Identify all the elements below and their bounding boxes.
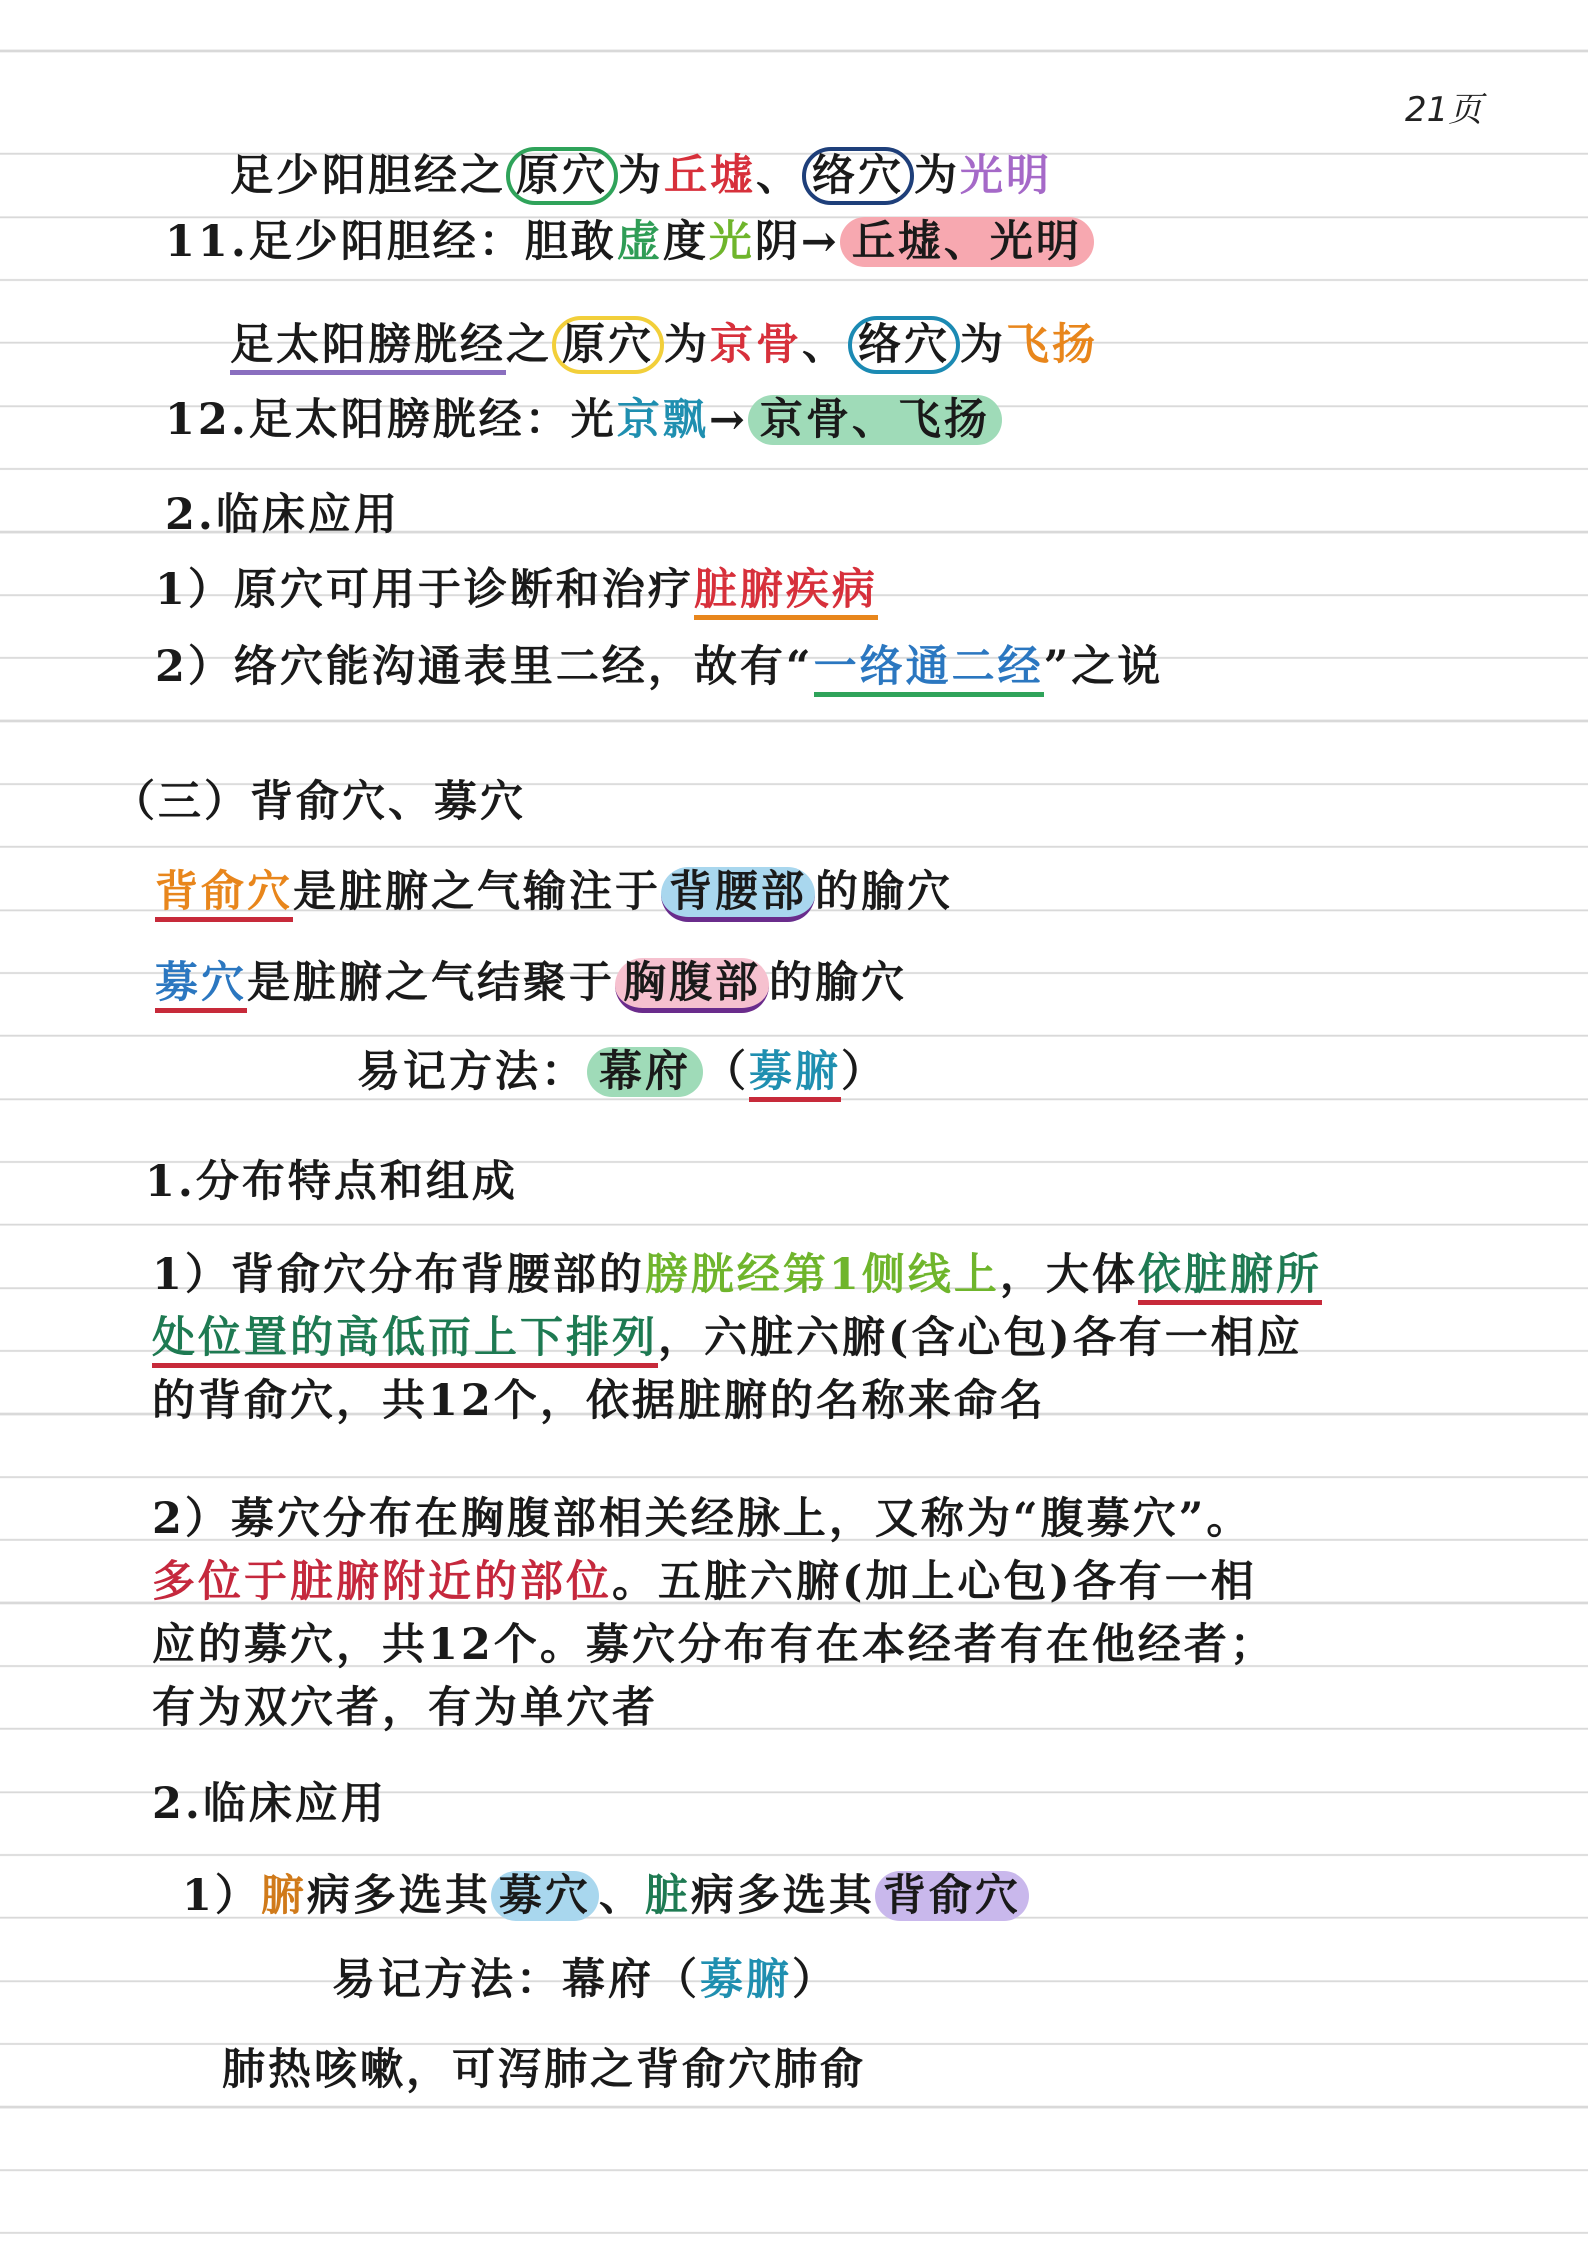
mnemonic-char: 光 [708, 217, 755, 267]
mu-location: 胸腹部 [615, 958, 769, 1013]
zang-char: 脏 [644, 1871, 691, 1921]
clinical-item-text: 2）络穴能沟通表里二经，故有“ [155, 642, 814, 692]
separator: 、 [756, 151, 802, 201]
wei-text: 为 [914, 151, 960, 201]
mnemonic-char: 虚 [616, 217, 663, 267]
item-text: 病多选其 [690, 1871, 875, 1921]
wei-text: 为 [664, 320, 710, 370]
mu-key: 募穴 [155, 958, 247, 1013]
paren: ） [792, 1955, 838, 2005]
arrow: → [708, 395, 748, 445]
clinical-2-item [182, 1866, 1029, 1926]
section-3-heading: （三）背俞穴、募穴 [112, 777, 526, 827]
mu-highlight: 募穴 [491, 1871, 599, 1921]
paren: （ [703, 1047, 749, 1097]
gb-mnemonic-label: 11.足少阳胆经：胆敢 [165, 217, 617, 267]
gb-yuan-luo-line [230, 146, 1052, 206]
gb-mnemonic-line [165, 212, 1094, 272]
wei-text: 为 [618, 151, 664, 201]
separator: 、 [598, 1871, 645, 1921]
bl-intro-suffix: 之 [506, 320, 552, 370]
mnemonic-key: 幕府 [587, 1047, 703, 1097]
highlight-text: 膀胱经第1侧线上 [644, 1250, 1000, 1300]
beishu-location: 背腰部 [661, 867, 815, 922]
mnemonic-line [357, 1042, 887, 1102]
luo-point-circled: 络穴 [802, 147, 914, 205]
highlight-text: 多位于脏腑附近的部位 [152, 1557, 612, 1607]
page-number: 21页 [1405, 90, 1483, 130]
gb-intro: 足少阳胆经之 [230, 151, 506, 201]
distribution-p1-line3: 的背俞穴，共12个，依据脏腑的名称来命名 [152, 1376, 1046, 1426]
highlight-text: 依脏腑所 [1138, 1250, 1322, 1305]
clinical-heading-2: 2.临床应用 [152, 1779, 387, 1829]
separator: 、 [802, 320, 848, 370]
feiyang-point: 飞扬 [1006, 320, 1098, 370]
paragraph-text: 。五脏六腑(加上心包)各有一相 [612, 1557, 1257, 1607]
clinical-2-mnemonic [332, 1950, 838, 2010]
mnemonic-label: 易记方法： [357, 1047, 587, 1097]
distribution-p1-line2 [152, 1308, 1303, 1368]
bl-intro-underlined: 足太阳膀胱经 [230, 320, 506, 375]
mu-definition [155, 953, 907, 1013]
clinical-item-key: 脏腑疾病 [694, 565, 878, 620]
distribution-heading: 1.分布特点和组成 [145, 1157, 518, 1207]
beishu-key: 背俞穴 [155, 867, 293, 922]
yuan-point-circled: 原穴 [506, 147, 618, 205]
item-text: 病多选其 [306, 1871, 491, 1921]
definition-text: 的腧穴 [769, 958, 907, 1008]
paragraph-text: ，六脏六腑(含心包)各有一相应 [658, 1313, 1303, 1363]
distribution-p2-line1: 2）募穴分布在胸腹部相关经脉上，又称为“腹募穴”。 [152, 1494, 1253, 1544]
clinical-item-1 [155, 560, 878, 620]
clinical-item-key: 一络通二经 [814, 642, 1044, 697]
item-prefix: 1） [182, 1871, 261, 1921]
mnemonic-char: 度 [662, 217, 709, 267]
mnemonic-paren-key: 募腑 [749, 1047, 841, 1102]
definition-text: 的腧穴 [815, 867, 953, 917]
gb-mnemonic-result: 丘墟、光明 [840, 217, 1094, 267]
qiuxu-point: 丘墟 [664, 151, 756, 201]
clinical-2-example: 肺热咳嗽，可泻肺之背俞穴肺俞 [222, 2045, 866, 2095]
clinical-heading-1: 2.临床应用 [165, 490, 400, 540]
clinical-item-2 [155, 637, 1163, 697]
paren: ） [841, 1047, 887, 1097]
distribution-p2-line4: 有为双穴者，有为单穴者 [152, 1683, 658, 1733]
beishu-highlight: 背俞穴 [875, 1871, 1029, 1921]
guangming-point: 光明 [960, 151, 1052, 201]
jinggu-point: 京骨 [710, 320, 802, 370]
mnemonic-key: 募腑 [700, 1955, 792, 2005]
definition-text: 是脏腑之气输注于 [293, 867, 661, 917]
definition-text: 是脏腑之气结聚于 [247, 958, 615, 1008]
distribution-p2-line2 [152, 1552, 1257, 1612]
bl-mnemonic-result: 京骨、飞扬 [748, 395, 1002, 445]
bl-mnemonic-label: 12.足太阳膀胱经：光 [165, 395, 617, 445]
yuan-point-circled: 原穴 [552, 316, 664, 374]
bl-mnemonic-key: 京飘 [616, 395, 709, 445]
luo-point-circled: 络穴 [848, 316, 960, 374]
beishu-definition [155, 862, 953, 922]
distribution-p2-line3: 应的募穴，共12个。募穴分布有在本经者有在他经者； [152, 1620, 1276, 1670]
wei-text: 为 [960, 320, 1006, 370]
bl-mnemonic-line [165, 390, 1002, 450]
mnemonic-char: 阴→ [754, 217, 840, 267]
clinical-item-end: ”之说 [1043, 642, 1164, 692]
bl-yuan-luo-line [230, 315, 1098, 375]
distribution-p1-line1 [152, 1245, 1322, 1305]
paragraph-text: 1）背俞穴分布背腰部的 [152, 1250, 645, 1300]
mnemonic-label: 易记方法：幕府（ [332, 1955, 700, 2005]
fu-char: 腑 [260, 1871, 307, 1921]
paragraph-text: ，大体 [999, 1250, 1138, 1300]
highlight-text: 处位置的高低而上下排列 [152, 1313, 658, 1368]
clinical-item-text: 1）原穴可用于诊断和治疗 [155, 565, 694, 615]
